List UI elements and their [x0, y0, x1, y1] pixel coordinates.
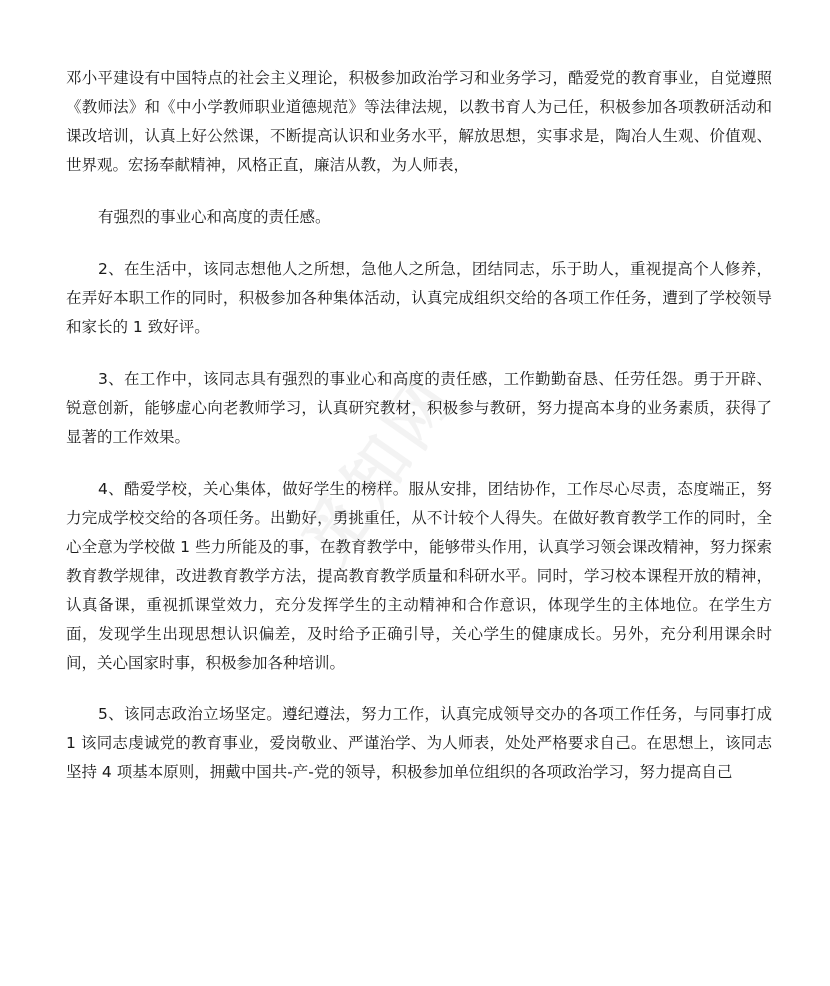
- paragraph-item-5: 5、该同志政治立场坚定。遵纪遵法，努力工作，认真完成领导交办的各项工作任务，与同事打成 1 该同志虔诚党的教育事业，爱岗敬业、严谨治学、为人师表，处处严格要求自己。在思想上，该同志坚持 4 项基本原则，拥戴中国共-产-党的领导，积极参加单位组织的各项政治学习，努力提高自己: [66, 705, 772, 781]
- paragraph-item-4: 4、酷爱学校，关心集体，做好学生的榜样。服从安排，团结协作，工作尽心尽责，态度端正，努力完成学校交给的各项任务。出勤好，勇挑重任，从不计较个人得失。在做好教育教学工作的同时，全心全意为学校做 1 些力所能及的事，在教育教学中，能够带头作用，认真学习领会课改精神，努力探索教育教学规律，改进教育教学方法，提高教育教学质量和科研水平。同时，学习校本课程开放的精神，认真备课，重视抓课堂效力，充分发挥学生的主动精神和合作意识，体现学生的主体地位。在学生方面，发现学生出现思想认识偏差，及时给予正确引导，关心学生的健康成长。另外，充分利用课余时间，关心国家时事，积极参加各种培训。: [66, 480, 772, 672]
- paragraph-item-2: 2、在生活中，该同志想他人之所想，急他人之所急，团结同志，乐于助人，重视提高个人修养，在弄好本职工作的同时，积极参加各种集体活动，认真完成组织交给的各项工作任务，遭到了学校领导和家长的 1 致好评。: [66, 260, 772, 336]
- document-page: [66, 64, 772, 787]
- paragraph-item-3: 3、在工作中，该同志具有强烈的事业心和高度的责任感，工作勤勤奋恳、任劳任怨。勇于开辟、锐意创新，能够虚心向老教师学习，认真研究教材，积极参与教研，努力提高本身的业务素质，获得了显著的工作效果。: [66, 370, 772, 446]
- paragraph-responsibility: 有强烈的事业心和高度的责任感。: [98, 208, 331, 226]
- paragraph-intro: 邓小平建设有中国特点的社会主义理论，积极参加政治学习和业务学习，酷爱党的教育事业，自觉遵照《教师法》和《中小学教师职业道德规范》等法律法规，以教书育人为己任，积极参加各项教研活动和课改培训，认真上好公然课，不断提高认识和业务水平，解放思想，实事求是，陶冶人生观、价值观、世界观。宏扬奉献精神，风格正直，廉洁从教，为人师表，: [66, 69, 772, 174]
